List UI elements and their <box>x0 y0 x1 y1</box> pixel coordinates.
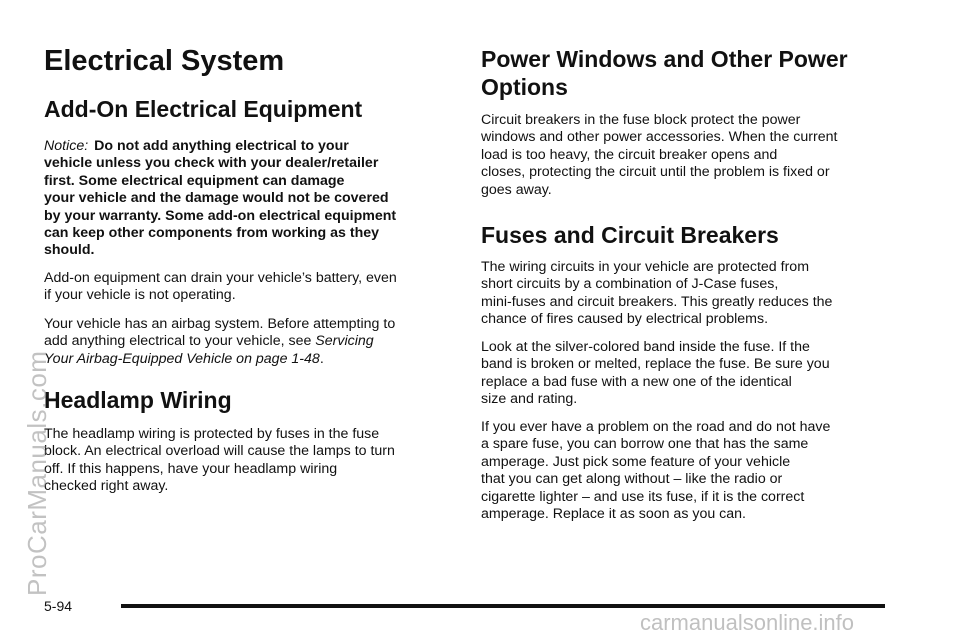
notice-line: Do not add anything electrical to your <box>94 138 349 154</box>
fuses-paragraph-3 <box>481 419 830 523</box>
text-line: amperage. Replace it as soon as you can. <box>481 506 746 523</box>
text-line: The headlamp wiring is protected by fuses in the fuse <box>44 426 380 442</box>
text-line: goes away. <box>481 181 552 198</box>
fuses-paragraph-2 <box>481 339 830 409</box>
text-line: amperage. Just pick some feature of your vehicle <box>481 453 791 470</box>
text-line: chance of fires caused by electrical problems. <box>481 311 769 328</box>
notice-label: Notice: <box>44 138 89 154</box>
battery-drain-paragraph <box>44 270 397 305</box>
text-line: mini-fuses and circuit breakers. This greatly reduces the <box>481 293 833 310</box>
text-line: off. If this happens, have your headlamp wiring <box>44 460 338 477</box>
text-line: Your vehicle has an airbag system. Before attempting to <box>44 316 396 332</box>
power-paragraph <box>481 112 837 199</box>
text-line: windows and other power accessories. When the current <box>481 129 838 146</box>
notice-line: by your warranty. Some add-on electrical equipment <box>44 207 397 224</box>
text-line: if your vehicle is not operating. <box>44 287 236 304</box>
text-line: If you ever have a problem on the road and do not have <box>481 419 831 435</box>
text-line: short circuits by a combination of J-Case fuses, <box>481 276 779 293</box>
period: . <box>319 350 324 367</box>
headlamp-heading: Headlamp Wiring <box>44 387 232 413</box>
text-line: block. An electrical overload will cause the lamps to turn <box>44 443 395 460</box>
text-line: closes, protecting the circuit until the problem is fixed or <box>481 164 830 181</box>
text-line: Circuit breakers in the fuse block protect the power <box>481 112 801 128</box>
text-line: add anything electrical to your vehicle, see <box>44 333 316 350</box>
text-line: cigarette lighter – and use its fuse, if it is the correct <box>481 488 805 505</box>
page-title: Electrical System <box>44 45 285 77</box>
text-line: size and rating. <box>481 391 578 408</box>
notice-line: your vehicle and the damage would not be covered <box>44 190 389 207</box>
airbag-paragraph <box>44 316 395 368</box>
text-line: checked right away. <box>44 478 169 495</box>
text-line: replace a bad fuse with a new one of the identical <box>481 373 792 390</box>
power-heading-line2: Options <box>481 74 568 100</box>
watermark-left: ProCarManuals.com <box>22 350 52 596</box>
text-line: Look at the silver-colored band inside the fuse. If the <box>481 339 810 355</box>
notice-line: should. <box>44 242 95 259</box>
power-heading-line1: Power Windows and Other Power <box>481 46 848 72</box>
text-line: a spare fuse, you can borrow one that has the same <box>481 436 809 453</box>
notice-paragraph <box>44 138 396 260</box>
text-line: load is too heavy, the circuit breaker opens and <box>481 146 778 163</box>
page-number: 5-94 <box>44 598 73 614</box>
addon-heading: Add-On Electrical Equipment <box>44 96 363 122</box>
notice-line: can keep other components from working as they <box>44 225 380 242</box>
headlamp-paragraph <box>44 426 395 496</box>
airbag-reference-link-cont[interactable]: Your Airbag-Equipped Vehicle on page 1-48 <box>44 350 320 367</box>
text-line: The wiring circuits in your vehicle are protected from <box>481 259 810 275</box>
text-line: Add-on equipment can drain your vehicle’s battery, even <box>44 270 397 286</box>
fuses-heading: Fuses and Circuit Breakers <box>481 222 779 248</box>
notice-line: vehicle unless you check with your dealer/retailer <box>44 155 379 172</box>
watermark-bottom: carmanualsonline.info <box>640 610 855 635</box>
text-line: band is broken or melted, replace the fuse. Be sure you <box>481 356 830 373</box>
footer-rule <box>121 604 885 608</box>
airbag-reference-link[interactable]: Servicing <box>315 333 374 350</box>
fuses-paragraph-1 <box>481 259 832 329</box>
notice-line: first. Some electrical equipment can damage <box>44 172 345 189</box>
text-line: that you can get along without – like the radio or <box>481 471 783 488</box>
